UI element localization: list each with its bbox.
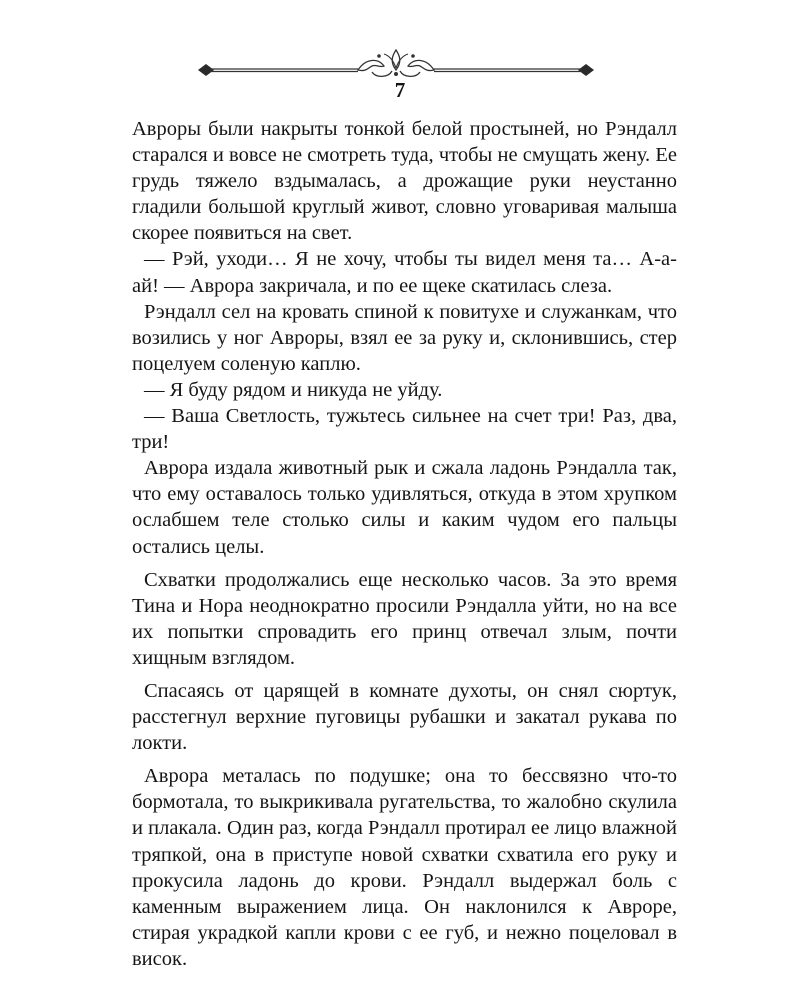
paragraph-7: Схватки продолжались еще несколько часов. За это время Тина и Нора неоднократно просили Рэндалла уйти, но на все их попытки спровадить его принц отвечал злым, почти хищным взглядом. — [132, 568, 677, 669]
paragraph-4: — Я буду рядом и никуда не уйду. — [144, 378, 443, 401]
page-body-text — [132, 116, 677, 972]
paragraph-1: Авроры были накрыты тонкой белой простыней, но Рэндалл старался и вовсе не смотреть туда, чтобы не смущать жену. Ее грудь тяжело вздымалась, а дрожащие руки неустанно гладили большой круглый живот, словно уговаривая малыша скорее появиться на свет. — [132, 118, 677, 245]
paragraph-3: Рэндалл сел на кровать спиной к повитухе и служанкам, что возились у ног Авроры, взял ее за руку и, склонившись, стер поцелуем соленую каплю. — [132, 300, 677, 375]
paragraph-6: Аврора издала животный рык и сжала ладонь Рэндалла так, что ему оставалось только удивляться, откуда в этом хрупком ослабшем теле столько силы и каким чудом его пальцы остались целы. — [132, 457, 677, 558]
paragraph-2: — Рэй, уходи… Я не хочу, чтобы ты видел меня та… А-а-ай! — Аврора закричала, и по ее щеке скатилась слеза. — [132, 248, 677, 297]
page-number: 7 — [394, 78, 406, 102]
paragraph-8: Спасаясь от царящей в комнате духоты, он снял сюртук, расстегнул верхние пуговицы рубашки и закатал рукава по локти. — [132, 679, 677, 755]
paragraph-5: — Ваша Светлость, тужьтесь сильнее на счет три! Раз, два, три! — [132, 405, 677, 454]
paragraph-9: Аврора металась по подушке; она то бессвязно что-то бормотала, то выкрикивала ругательства, то жалобно скулила и плакала. Один раз, когда Рэндалл протирал ее лицо влажной тряпкой, она в приступе новой схватки схватила его руку и прокусила ладонь до крови. Рэндалл выдержал боль с каменным выражением лица. Он наклонился к Авроре, стирая украдкой капли крови с ее губ, и нежно поцеловал в висок. — [132, 765, 677, 970]
